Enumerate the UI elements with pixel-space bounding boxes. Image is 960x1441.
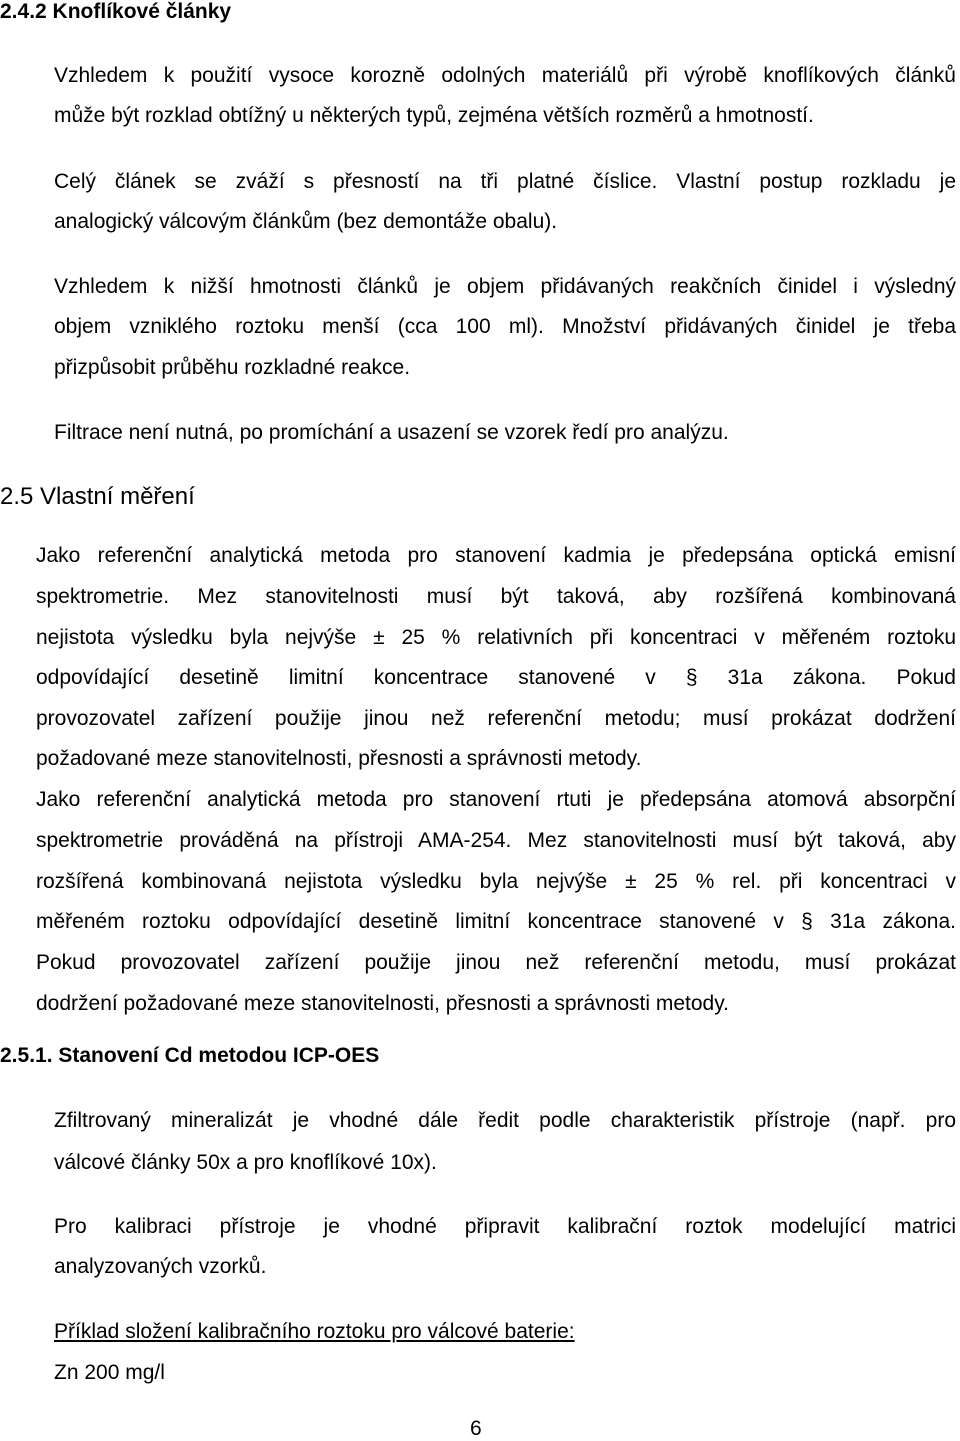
example-heading: Příklad složení kalibračního roztoku pro válcové baterie: (54, 1320, 575, 1343)
paragraph-line: přizpůsobit průběhu rozkladné reakce. (54, 356, 411, 379)
paragraph-line: rozšířená kombinovaná nejistota výsledku byla nejvýše ± 25 % rel. při koncentraci v (36, 870, 956, 893)
paragraph-line: Celý článek se zváží s přesností na tři platné číslice. Vlastní postup rozkladu je (54, 170, 956, 193)
section-heading-2-5-1: 2.5.1. Stanovení Cd metodou ICP-OES (0, 1044, 380, 1067)
paragraph-line: provozovatel zařízení použije jinou než referenční metodu; musí prokázat dodržení (36, 707, 956, 730)
paragraph-line: Pro kalibraci přístroje je vhodné připravit kalibrační roztok modelující matrici (54, 1215, 956, 1238)
paragraph-line: měřeném roztoku odpovídající desetině limitní koncentrace stanovené v § 31a zákona. (36, 910, 956, 933)
paragraph-line: dodržení požadované meze stanovitelnosti, přesnosti a správnosti metody. (36, 992, 729, 1015)
paragraph-line: Pokud provozovatel zařízení použije jinou než referenční metodu, musí prokázat (36, 951, 956, 974)
page-number: 6 (470, 1417, 482, 1440)
paragraph-line: Vzhledem k nižší hmotnosti článků je objem přidávaných reakčních činidel i výsledný (54, 275, 956, 298)
paragraph-line: spektrometrie prováděná na přístroji AMA-254. Mez stanovitelnosti musí být taková, aby (36, 829, 956, 852)
paragraph-line: analyzovaných vzorků. (54, 1255, 267, 1278)
section-heading-2-4-2: 2.4.2 Knoflíkové články (0, 0, 232, 23)
paragraph-line: může být rozklad obtížný u některých typů, zejména větších rozměrů a hmotností. (54, 104, 814, 127)
paragraph-line: nejistota výsledku byla nejvýše ± 25 % relativních při koncentraci v měřeném roztoku (36, 626, 956, 649)
paragraph-line: Zfiltrovaný mineralizát je vhodné dále ředit podle charakteristik přístroje (např. pro (54, 1109, 956, 1132)
paragraph-line: Filtrace není nutná, po promíchání a usazení se vzorek ředí pro analýzu. (54, 421, 729, 444)
paragraph-line: spektrometrie. Mez stanovitelnosti musí být taková, aby rozšířená kombinovaná (36, 585, 956, 608)
paragraph-line: Jako referenční analytická metoda pro stanovení kadmia je předepsána optická emisní (36, 544, 956, 567)
paragraph-line: objem vzniklého roztoku menší (cca 100 ml). Množství přidávaných činidel je třeba (54, 315, 956, 338)
paragraph-line: odpovídající desetině limitní koncentrace stanovené v § 31a zákona. Pokud (36, 666, 956, 689)
paragraph-line: požadované meze stanovitelnosti, přesnosti a správnosti metody. (36, 747, 642, 770)
section-heading-2-5: 2.5 Vlastní měření (0, 483, 195, 510)
example-value: Zn 200 mg/l (54, 1361, 165, 1384)
paragraph-line: Vzhledem k použití vysoce korozně odolných materiálů při výrobě knoflíkových článků (54, 64, 956, 87)
paragraph-line: válcové články 50x a pro knoflíkové 10x). (54, 1151, 437, 1174)
paragraph-line: analogický válcovým článkům (bez demontáže obalu). (54, 210, 558, 233)
paragraph-line: Jako referenční analytická metoda pro stanovení rtuti je předepsána atomová absorpční (36, 788, 956, 811)
